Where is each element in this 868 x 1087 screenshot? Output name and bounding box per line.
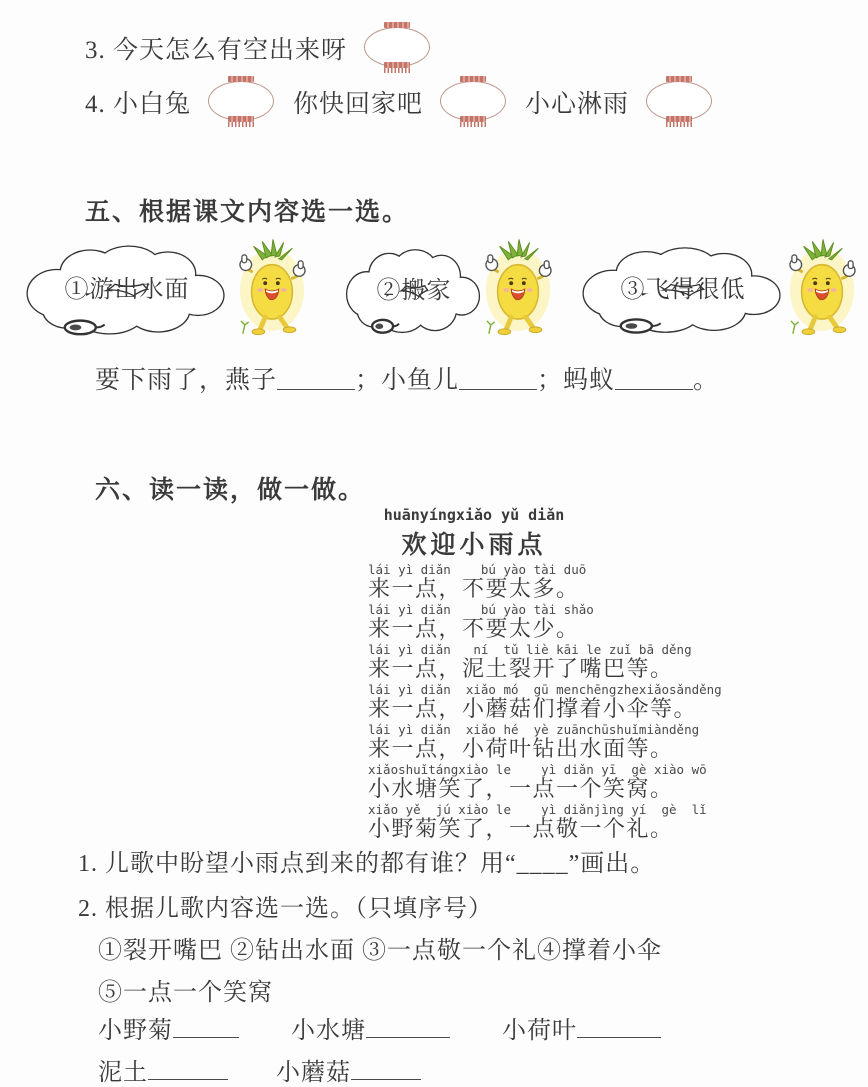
question-1: 1. 儿歌中盼望小雨点到来的都有谁？用“____”画出。	[78, 851, 656, 877]
punctuation-lantern-bubble[interactable]	[363, 22, 433, 74]
item3-text: 3. 今天怎么有空出来呀	[85, 37, 348, 64]
lantern-oval	[364, 27, 430, 67]
poem-line-text: 小水塘笑了，一点一个笑窝。	[368, 776, 674, 801]
poem-block	[368, 506, 722, 841]
punctuation-item-4	[85, 76, 721, 128]
poem-title: 欢迎小雨点	[401, 532, 547, 559]
poem-line-pinyin: lái yì diǎn xiǎo hé yè zuānchūshuǐmiànděng	[368, 722, 700, 737]
answer-blank-row-2	[98, 1052, 421, 1087]
section5-sentence	[95, 360, 719, 396]
poem-line-text: 小野菊笑了，一点敬一个礼。	[368, 816, 674, 841]
lantern-top-cap	[228, 76, 254, 82]
answer-blank-soil[interactable]	[148, 1059, 228, 1080]
poem-line-pinyin: xiǎo yě jú xiào le yì diǎnjìng yí gè lǐ	[368, 802, 707, 817]
poem-line-pinyin: lái yì diǎn bú yào tài shǎo	[368, 602, 594, 617]
lantern-fringe	[228, 122, 254, 127]
answer-blank-pond[interactable]	[366, 1017, 450, 1038]
pineapple-mascot-icon	[238, 238, 306, 338]
lantern-oval	[646, 81, 712, 121]
blank-label-lotus-leaf: 小荷叶	[502, 1018, 577, 1044]
sentence-part2: ；小鱼儿	[355, 367, 460, 394]
fill-blank-fish[interactable]	[459, 369, 537, 390]
option-cloud-3-label: ③飞得很低	[620, 276, 746, 303]
poem-line-pinyin: lái yì diǎn ní tǔ liè kāi le zuǐ bā děng	[368, 642, 692, 657]
lantern-top-cap	[666, 76, 692, 82]
answer-blank-row-1	[98, 1010, 661, 1045]
question-2-options-line2: ⑤一点一个笑窝	[98, 980, 273, 1006]
poem-line-pinyin: lái yì diǎn bú yào tài duō	[368, 562, 587, 577]
poem-line	[368, 563, 698, 601]
poem-line	[368, 762, 707, 801]
pineapple-mascot-icon	[788, 238, 856, 338]
fill-blank-swallow[interactable]	[277, 369, 355, 390]
pineapple-mascot-icon	[484, 238, 552, 338]
poem-line-text: 来一点，小蘑菇们撑着小伞等。	[368, 696, 698, 721]
poem-title-pinyin: huānyíngxiǎo yǔ diǎn	[383, 506, 565, 524]
lantern-fringe	[460, 122, 486, 127]
option-cloud-2[interactable]	[342, 244, 486, 340]
option-cloud-3[interactable]	[576, 242, 790, 340]
blank-label-wild-daisy: 小野菊	[98, 1018, 173, 1044]
poem-line-text: 来一点，不要太多。	[368, 576, 580, 601]
poem-line	[368, 682, 722, 721]
answer-blank-mushroom[interactable]	[351, 1059, 421, 1080]
sentence-part3: ；蚂蚁	[537, 367, 616, 394]
poem-line	[368, 643, 698, 681]
punctuation-lantern-bubble[interactable]	[645, 76, 715, 128]
lantern-oval	[208, 81, 274, 121]
answer-blank-lotus-leaf[interactable]	[577, 1017, 661, 1038]
poem-header	[368, 506, 580, 561]
poem-line-text: 来一点，小荷叶钻出水面等。	[368, 736, 674, 761]
sentence-part4: 。	[693, 367, 720, 394]
lantern-top-cap	[460, 76, 486, 82]
option-cloud-2-label: ②搬家	[376, 277, 452, 304]
poem-line-pinyin: lái yì diǎn xiǎo mó gū menchēngzhexiǎosǎnděng	[368, 682, 722, 697]
section6-title: 六、读一读，做一做。	[95, 477, 366, 504]
sentence-part1: 要下雨了，燕子	[95, 367, 278, 394]
poem-line-text: 来一点，不要太少。	[368, 616, 580, 641]
question-2-options-line1: ①裂开嘴巴 ②钻出水面 ③一点敬一个礼④撑着小伞	[98, 938, 662, 964]
poem-line	[368, 802, 707, 841]
poem-line	[368, 723, 698, 761]
question-2: 2. 根据儿歌内容选一选。（只填序号）	[78, 896, 493, 922]
item4-part1: 4. 小白兔	[85, 91, 192, 118]
punctuation-lantern-bubble[interactable]	[439, 76, 509, 128]
poem-line	[368, 603, 698, 641]
blank-label-soil: 泥土	[98, 1060, 148, 1086]
blank-label-mushroom: 小蘑菇	[276, 1060, 351, 1086]
punctuation-lantern-bubble[interactable]	[207, 76, 277, 128]
section5-title: 五、根据课文内容选一选。	[85, 199, 410, 226]
option-cloud-1[interactable]	[20, 240, 234, 342]
option-cloud-1-label: ①游出水面	[64, 276, 190, 303]
answer-blank-wild-daisy[interactable]	[173, 1017, 239, 1038]
item4-part2: 你快回家吧	[293, 91, 424, 118]
lantern-oval	[440, 81, 506, 121]
punctuation-item-3	[85, 22, 439, 74]
blank-label-pond: 小水塘	[291, 1018, 366, 1044]
lantern-top-cap	[384, 22, 410, 28]
fill-blank-ant[interactable]	[615, 369, 693, 390]
lantern-fringe	[384, 68, 410, 73]
lantern-fringe	[666, 122, 692, 127]
item4-part3: 小心淋雨	[525, 91, 630, 118]
poem-line-pinyin: xiǎoshuǐtángxiào le yì diǎn yī gè xiào wō	[368, 762, 707, 777]
poem-line-text: 来一点，泥土裂开了嘴巴等。	[368, 656, 674, 681]
